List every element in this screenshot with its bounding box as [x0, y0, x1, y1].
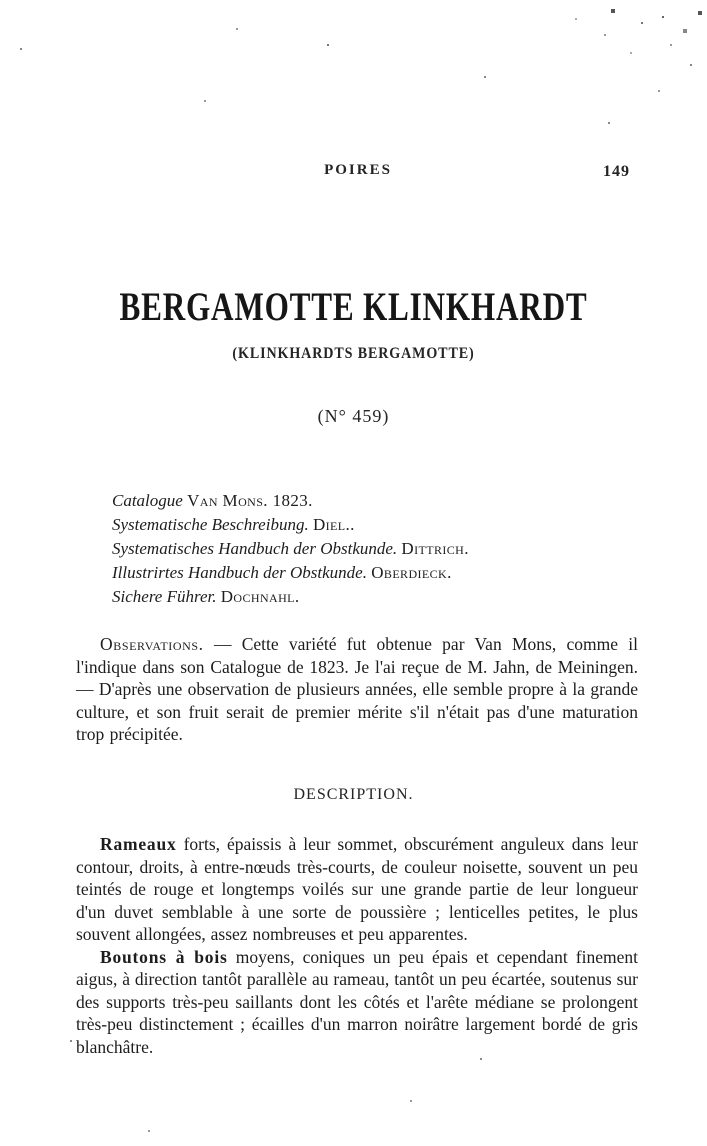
- variety-number: (N° 459): [317, 406, 390, 426]
- reference-work: Sichere Führer.: [112, 587, 217, 606]
- observations-paragraph: [76, 633, 638, 746]
- reference-work: Catalogue: [112, 491, 183, 510]
- reference-item: [112, 561, 612, 585]
- reference-author: Oberdieck.: [371, 563, 452, 582]
- paragraph-boutons: [76, 946, 638, 1059]
- variety-synonym: (KLINKHARDTS BERGAMOTTE): [232, 345, 475, 362]
- paragraph-text: forts, épaissis à leur sommet, obscurément anguleux dans leur contour, droits, à entre-nœuds très-courts, de couleur noisette, souvent un peu teintés de rouge et longtemps voilés sur une grande partie de leur longueur d'un duvet semblable à une sorte de poussière ; lenticelles petites, le plus souvent allongées, assez nombreuses et peu apparentes.: [76, 834, 638, 944]
- observations-text: — Cette variété fut obtenue par Van Mons, comme il l'indique dans son Catalogue de 1823. Je l'ai reçue de M. Jahn, de Meiningen. — D'après une observation de plusieurs années, elle semble propre à la grande culture, et son fruit serait de premier mérite s'il n'était pas d'une maturation trop précipitée.: [76, 634, 638, 744]
- running-header: [78, 162, 638, 184]
- description-body: [76, 833, 638, 1058]
- reference-work: Illustrirtes Handbuch der Obstkunde.: [112, 563, 367, 582]
- reference-work: Systematische Beschreibung.: [112, 515, 309, 534]
- reference-item: [112, 513, 612, 537]
- running-title: POIRES: [324, 162, 392, 178]
- reference-item: [112, 489, 612, 513]
- paragraph-lead: Rameaux: [100, 834, 177, 854]
- reference-list: [112, 489, 612, 609]
- reference-author: Van Mons. 1823.: [187, 491, 313, 510]
- observations-label: Observations.: [100, 634, 204, 654]
- reference-item: [112, 537, 612, 561]
- page-number: 149: [603, 163, 630, 180]
- paragraph-lead: Boutons à bois: [100, 946, 228, 967]
- paragraph-text: moyens, coniques un peu épais et cependant finement aigus, à direction tantôt parallèle au rameau, tantôt un peu écartée, soutenus sur des supports très-peu saillants dont les côtés et l'arête médiane se prolongent très-peu distinctement ; écailles d'un marron noirâtre largement bordé de gris blanchâtre.: [76, 946, 638, 1057]
- reference-author: Dochnahl.: [220, 587, 300, 606]
- paragraph-rameaux: [76, 833, 638, 946]
- variety-title: BERGAMOTTE KLINKHARDT: [119, 283, 588, 329]
- reference-item: [112, 585, 612, 609]
- description-heading: DESCRIPTION.: [293, 786, 414, 803]
- reference-work: Systematisches Handbuch der Obstkunde.: [112, 539, 398, 558]
- reference-author: Dittrich.: [401, 539, 469, 558]
- scan-noise: [0, 0, 2, 2]
- reference-author: Diel..: [312, 515, 355, 534]
